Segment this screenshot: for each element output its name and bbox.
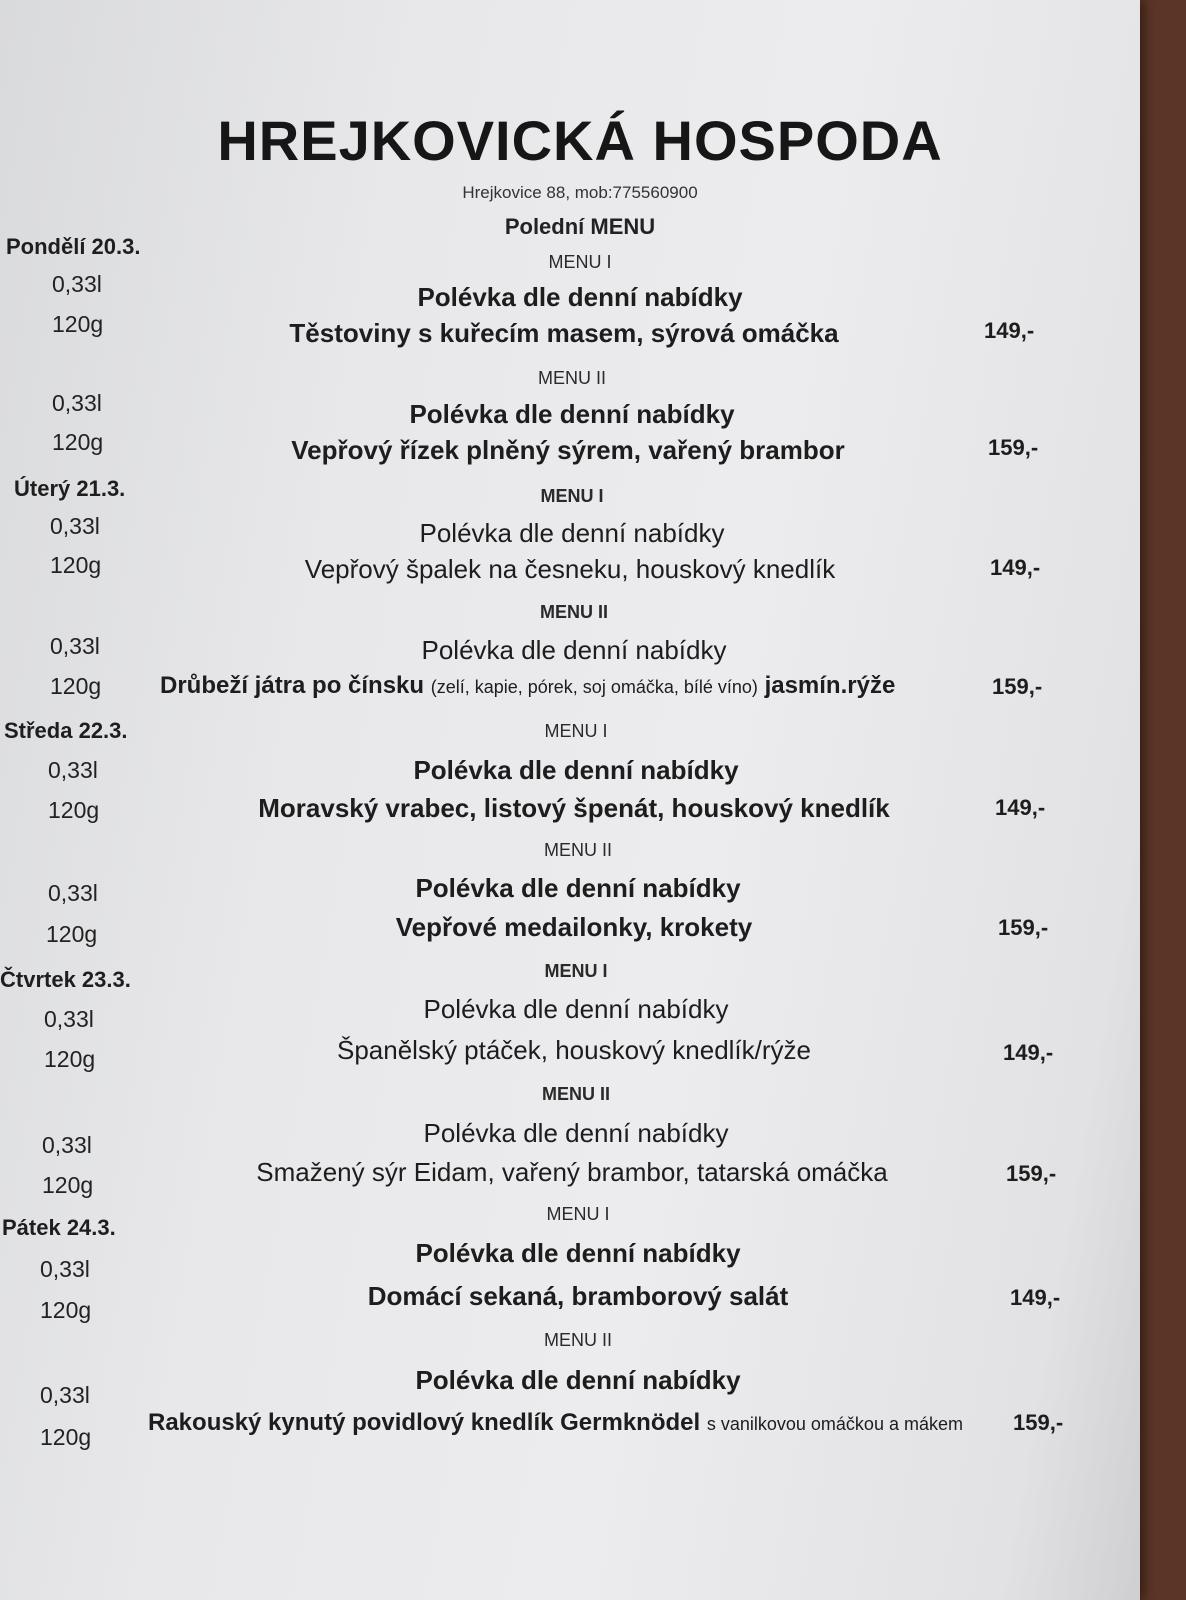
price: 159,- <box>988 435 1039 460</box>
soup-quantity: 0,33l <box>48 880 98 906</box>
day-heading-thursday: Čtvrtek 23.3. <box>0 967 131 992</box>
soup-quantity: 0,33l <box>52 271 102 297</box>
dish-item: Španělský ptáček, houskový knedlík/rýže <box>336 1035 812 1065</box>
price: 149,- <box>995 795 1046 820</box>
soup-item: Polévka dle denní nabídky <box>415 1365 741 1395</box>
dish-quantity: 120g <box>50 673 102 699</box>
price: 159,- <box>1013 1410 1064 1435</box>
price: 149,- <box>990 555 1041 580</box>
dish-quantity: 120g <box>52 311 104 337</box>
soup-item: Polévka dle denní nabídky <box>423 994 729 1024</box>
soup-item: Polévka dle denní nabídky <box>415 873 741 903</box>
soup-quantity: 0,33l <box>44 1006 94 1032</box>
soup-item: Polévka dle denní nabídky <box>421 635 727 665</box>
dish-quantity: 120g <box>48 797 100 823</box>
menu-label: MENU II <box>543 1330 612 1350</box>
soup-item: Polévka dle denní nabídky <box>419 518 725 548</box>
dish-item: Vepřový špalek na česneku, houskový knedlík <box>304 554 836 584</box>
dish-side: jasmín.rýže <box>764 672 896 699</box>
dish-item: Vepřové medailonky, krokety <box>395 912 753 942</box>
price: 159,- <box>998 915 1049 940</box>
dish-quantity: 120g <box>40 1424 92 1450</box>
dish-item: Domácí sekaná, bramborový salát <box>367 1281 789 1311</box>
menu-label: MENU II <box>537 368 606 388</box>
price: 159,- <box>992 674 1043 699</box>
soup-item: Polévka dle denní nabídky <box>413 755 739 785</box>
dish-quantity: 120g <box>44 1046 96 1072</box>
menu-label: MENU I <box>544 721 608 741</box>
soup-quantity: 0,33l <box>50 633 100 659</box>
restaurant-title: HREJKOVICKÁ HOSPODA <box>217 109 943 172</box>
dish-note: s vanilkovou omáčkou a mákem <box>706 1414 963 1434</box>
dish-item: Těstoviny s kuřecím masem, sýrová omáčka <box>289 318 839 348</box>
dish-quantity: 120g <box>40 1297 92 1323</box>
menu-label: MENU II <box>539 602 608 622</box>
day-heading-friday: Pátek 24.3. <box>2 1215 116 1240</box>
price: 149,- <box>984 318 1035 343</box>
day-heading-tuesday: Úterý 21.3. <box>14 476 126 501</box>
dish-item: Smažený sýr Eidam, vařený brambor, tatarská omáčka <box>256 1157 888 1187</box>
soup-quantity: 0,33l <box>40 1382 90 1408</box>
menu-label: MENU I <box>540 486 604 506</box>
menu-label: MENU I <box>544 961 608 981</box>
soup-quantity: 0,33l <box>50 513 100 539</box>
soup-quantity: 0,33l <box>48 757 98 783</box>
day-heading-monday: Pondělí 20.3. <box>6 234 141 259</box>
soup-item: Polévka dle denní nabídky <box>423 1118 729 1148</box>
menu-label: MENU II <box>543 840 612 860</box>
soup-item: Polévka dle denní nabídky <box>417 282 743 312</box>
dish-item: Rakouský kynutý povidlový knedlík Germknödel s vanilkovou omáčkou a mákem <box>148 1409 963 1436</box>
menu-label: MENU II <box>541 1084 610 1104</box>
dish-quantity: 120g <box>50 552 102 578</box>
soup-quantity: 0,33l <box>40 1256 90 1282</box>
soup-quantity: 0,33l <box>42 1132 92 1158</box>
menu-label: MENU I <box>546 1204 610 1224</box>
dish-item: Drůbeží játra po čínsku (zelí, kapie, pórek, soj omáčka, bílé víno) jasmín.rýže <box>160 672 896 699</box>
price: 149,- <box>1010 1285 1061 1310</box>
dish-quantity: 120g <box>42 1172 94 1198</box>
menu-label: MENU I <box>548 252 612 272</box>
dish-item: Moravský vrabec, listový špenát, houskový knedlík <box>258 793 890 823</box>
menu-subtitle: Polední MENU <box>504 214 656 239</box>
price: 159,- <box>1006 1161 1057 1186</box>
day-heading-wednesday: Středa 22.3. <box>4 718 128 743</box>
dish-quantity: 120g <box>46 921 98 947</box>
dish-item: Vepřový řízek plněný sýrem, vařený brambor <box>291 435 845 465</box>
soup-item: Polévka dle denní nabídky <box>409 399 735 429</box>
dish-note: (zelí, kapie, pórek, soj omáčka, bílé víno) <box>430 677 758 697</box>
price: 149,- <box>1003 1040 1054 1065</box>
soup-item: Polévka dle denní nabídky <box>415 1238 741 1268</box>
dish-quantity: 120g <box>52 429 104 455</box>
soup-quantity: 0,33l <box>52 390 102 416</box>
restaurant-address: Hrejkovice 88, mob:775560900 <box>462 183 698 202</box>
